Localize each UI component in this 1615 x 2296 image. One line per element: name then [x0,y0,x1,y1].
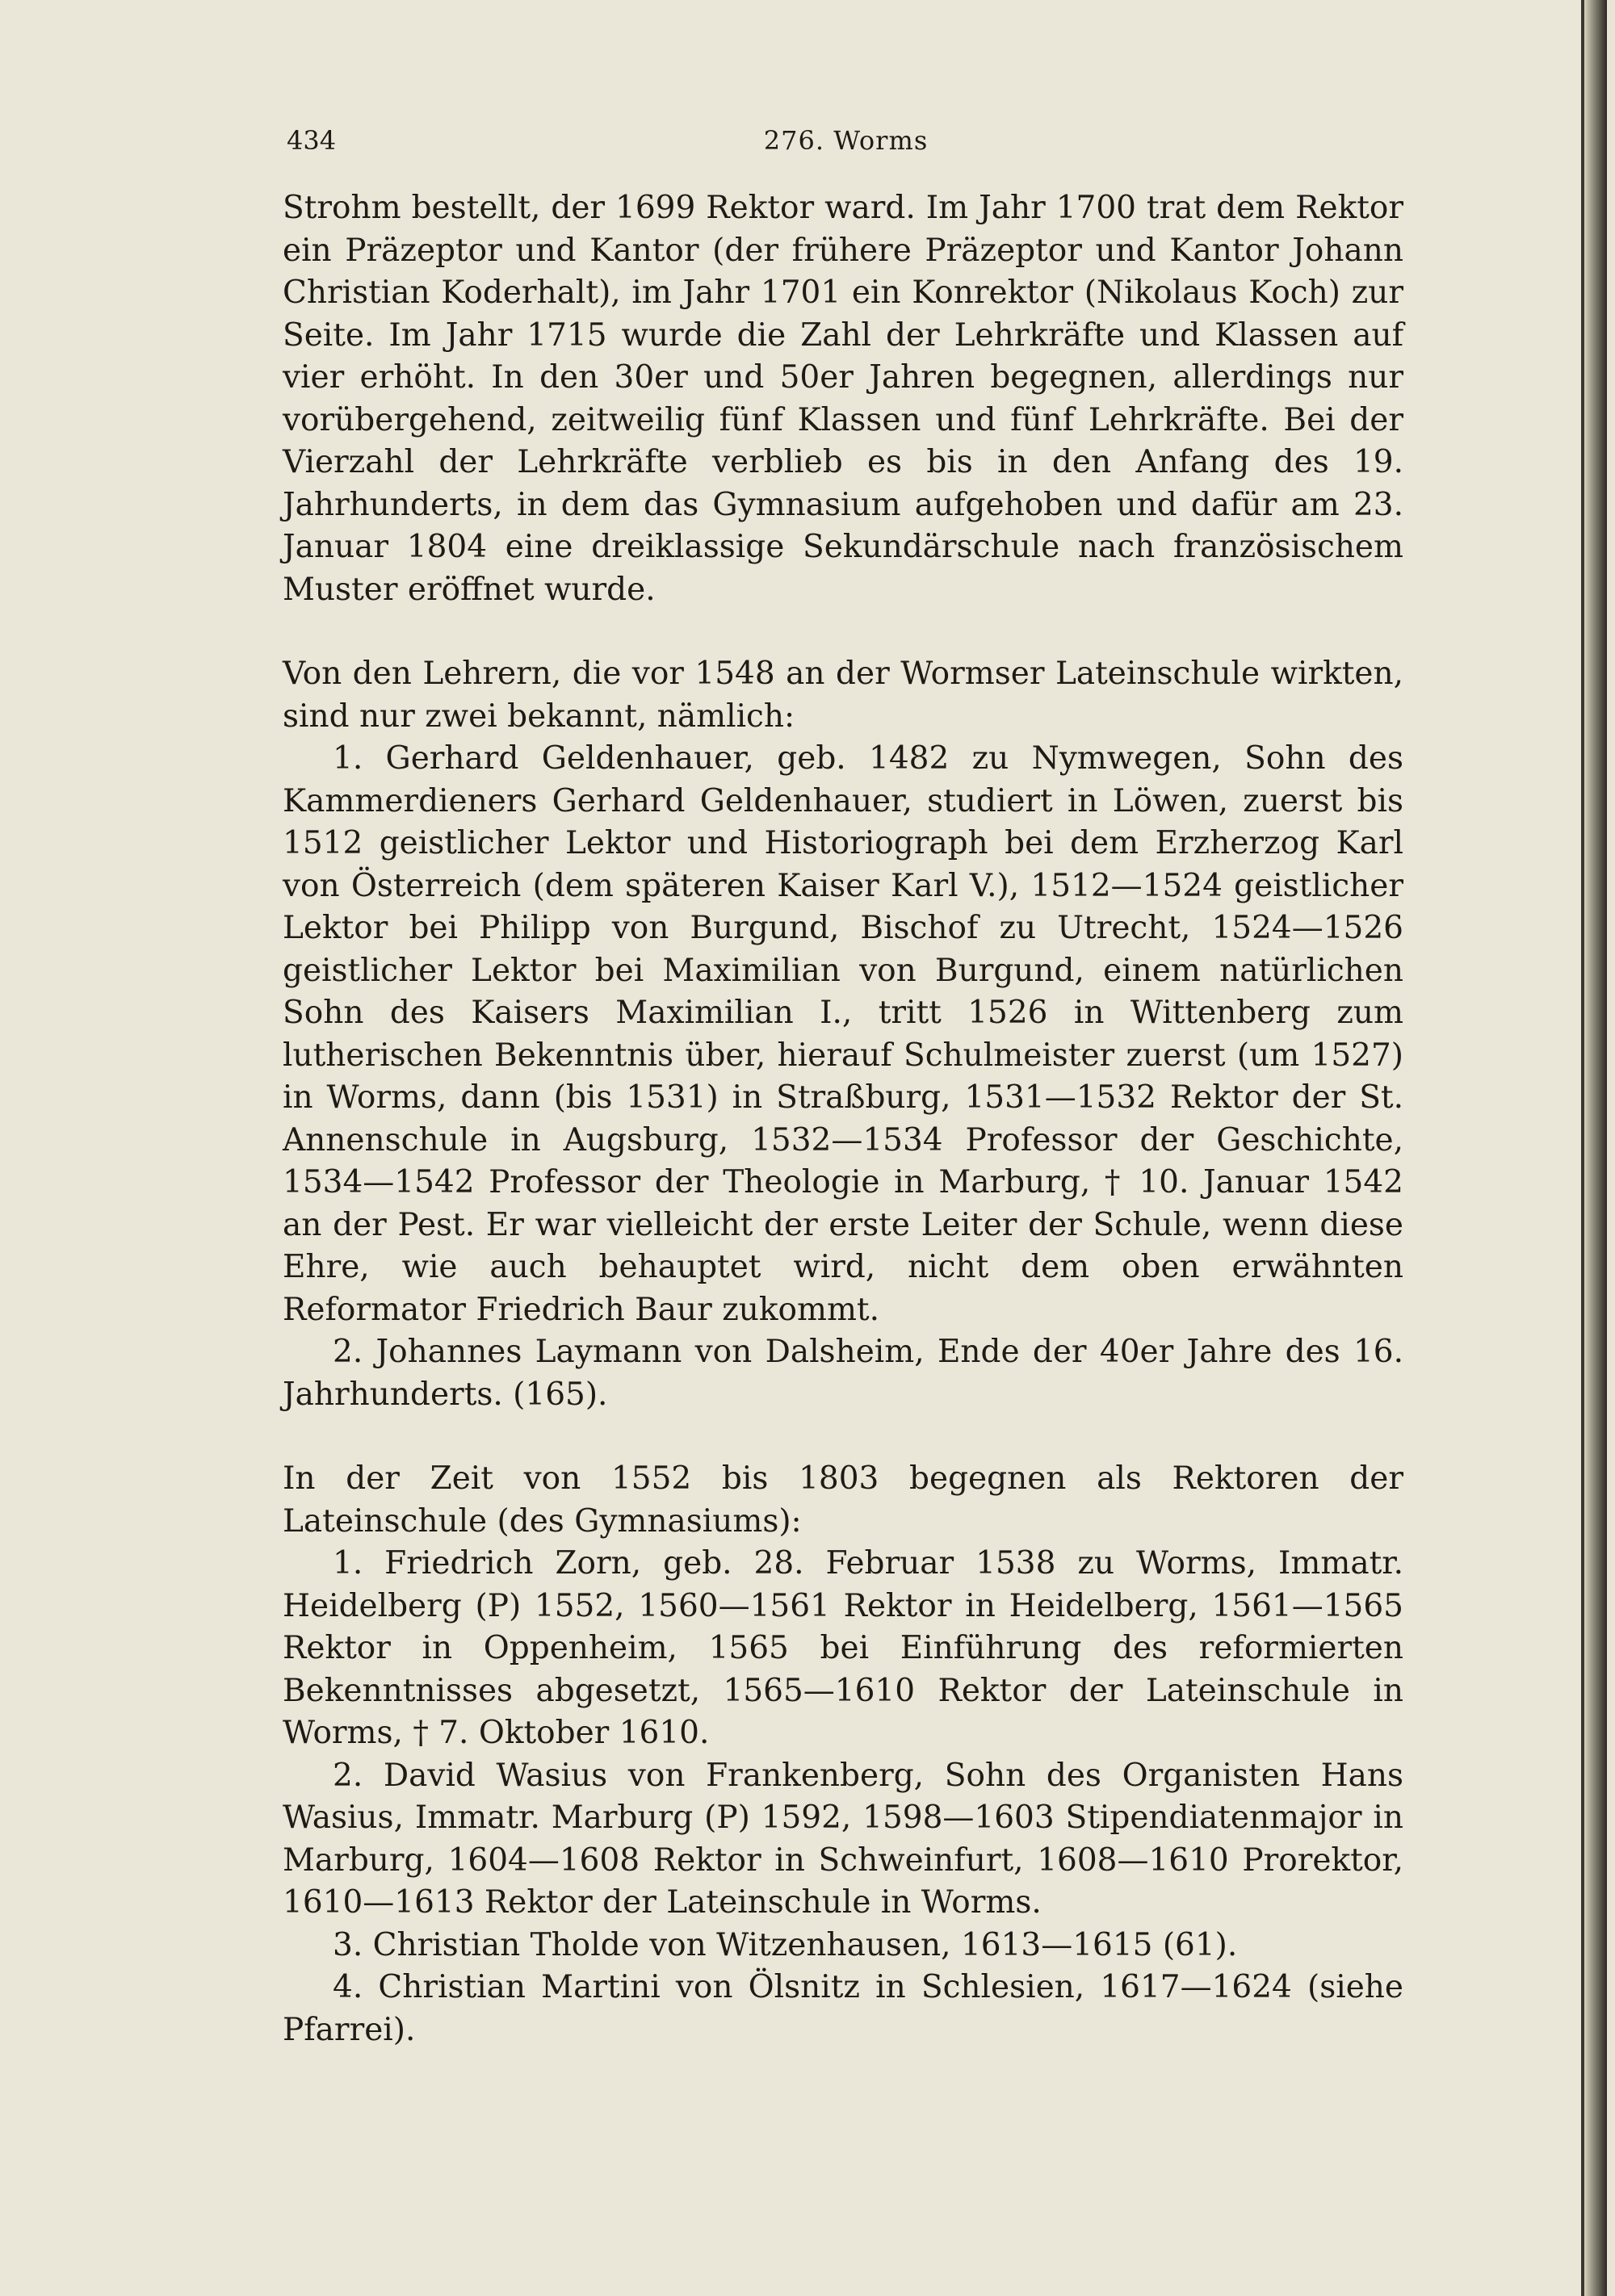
list-item-wasius: 2. David Wasius von Frankenberg, Sohn des Organisten Hans Wasius, Immatr. Marburg (P) 1592, 1598—1603 Stipendiatenmajor in Marburg, 1604—1608 Rektor in Schweinfurt, 1608—1610 Prorektor, 1610—1613 Rektor der Lateinschule in Worms. [283,1757,1403,1921]
list-item-tholde: 3. Christian Tholde von Witzenhausen, 1613—1615 (61). [333,1926,1238,1963]
paragraph-rectors-intro: In der Zeit von 1552 bis 1803 begegnen als Rektoren der Lateinschule (des Gymnasiums): [283,1460,1403,1540]
list-item-laymann: 2. Johannes Laymann von Dalsheim, Ende der 40er Jahre des 16. Jahrhunderts. (165). [283,1334,1403,1413]
paragraph-teachers-intro: Von den Lehrern, die vor 1548 an der Wormser Lateinschule wirkten, sind nur zwei bekannt, nämlich: [283,656,1403,735]
list-item-martini: 4. Christian Martini von Ölsnitz in Schlesien, 1617—1624 (siehe Pfarrei). [283,1969,1403,2048]
page-number: 434 [287,125,337,156]
list-item-geldenhauer: 1. Gerhard Geldenhauer, geb. 1482 zu Nymwegen, Sohn des Kammerdieners Gerhard Geldenhauer, studiert in Löwen, zuerst bis 1512 geistlicher Lektor und Historiograph bei dem Erzherzog Karl von Österreich (dem späteren Kaiser Karl V.), 1512—1524 geistlicher Lektor bei Philipp von Burgund, Bischof zu Utrecht, 1524—1526 geistlicher Lektor bei Maximilian von Burgund, einem natürlichen Sohn des Kaisers Maximilian I., tritt 1526 in Wittenberg zum lutherischen Bekenntnis über, hierauf Schulmeister zuerst (um 1527) in Worms, dann (bis 1531) in Straßburg, 1531—1532 Rektor der St. Annenschule in Augsburg, 1532—1534 Professor der Geschichte, 1534—1542 Professor der Theologie in Marburg, † 10. Januar 1542 an der Pest. Er war vielleicht der erste Leiter der Schule, wenn diese Ehre, wie auch behauptet wird, nicht dem oben erwähnten Reformator Friedrich Baur zukommt. [283,740,1403,1328]
page-header [287,125,1405,165]
page-edge-shadow [1584,0,1607,2296]
running-title: 276. Worms [763,125,929,156]
paragraph-school-history: Strohm bestellt, der 1699 Rektor ward. Im Jahr 1700 trat dem Rektor ein Präzeptor und Kantor (der frühere Präzeptor und Kantor Johann Christian Koderhalt), im Jahr 1701 ein Konrektor (Nikolaus Koch) zur Seite. Im Jahr 1715 wurde die Zahl der Lehrkräfte und Klassen auf vier erhöht. In den 30er und 50er Jahren begegnen, allerdings nur vorübergehend, zeitweilig fünf Klassen und fünf Lehrkräfte. Bei der Vierzahl der Lehrkräfte verblieb es bis in den Anfang des 19. Jahrhunderts, in dem das Gymnasium aufgehoben und dafür am 23. Januar 1804 eine dreiklassige Sekundärschule nach französischem Muster eröffnet wurde. [283,190,1403,608]
list-item-zorn: 1. Friedrich Zorn, geb. 28. Februar 1538 zu Worms, Immatr. Heidelberg (P) 1552, 1560—1561 Rektor in Heidelberg, 1561—1565 Rektor in Oppenheim, 1565 bei Einführung des reformierten Bekenntnisses abgesetzt, 1565—1610 Rektor der Lateinschule in Worms, † 7. Oktober 1610. [283,1545,1403,1751]
body-text [283,187,1403,2051]
